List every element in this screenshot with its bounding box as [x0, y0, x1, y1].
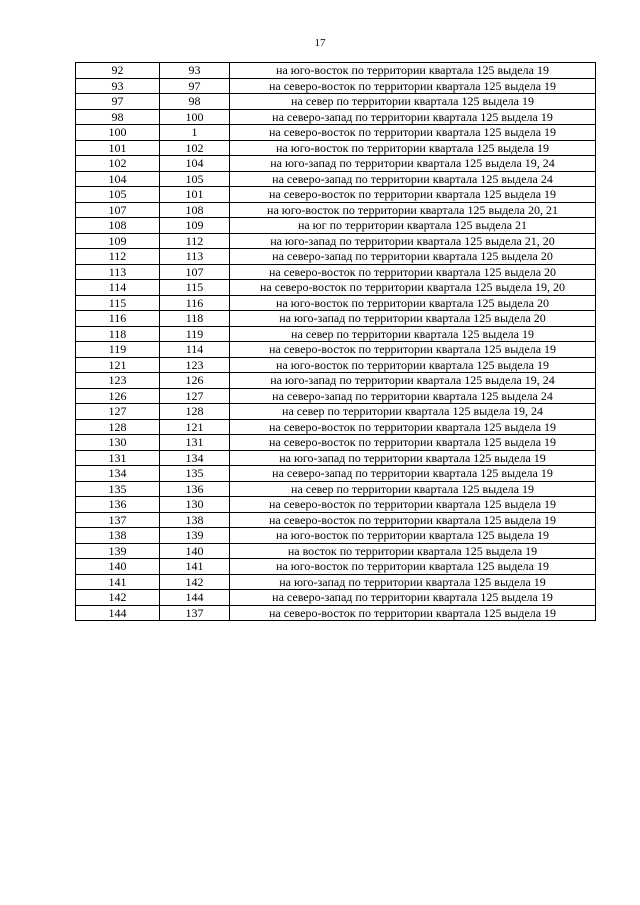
direction-cell: на северо-запад по территории квартала 125 выдела 19	[230, 466, 596, 482]
point-from-cell: 102	[76, 156, 160, 172]
direction-cell: на северо-запад по территории квартала 125 выдела 24	[230, 388, 596, 404]
table-row	[76, 156, 596, 172]
point-to-cell: 142	[160, 574, 230, 590]
point-to-cell: 104	[160, 156, 230, 172]
point-from-cell: 113	[76, 264, 160, 280]
table-row	[76, 574, 596, 590]
page-number: 17	[314, 37, 326, 49]
point-from-cell: 108	[76, 218, 160, 234]
table-row	[76, 202, 596, 218]
direction-cell: на северо-восток по территории квартала 125 выдела 19, 20	[230, 280, 596, 296]
table-row	[76, 357, 596, 373]
point-from-cell: 130	[76, 435, 160, 451]
table-row	[76, 94, 596, 110]
direction-cell: на северо-восток по территории квартала 125 выдела 19	[230, 187, 596, 203]
direction-cell: на север по территории квартала 125 выдела 19	[230, 94, 596, 110]
point-from-cell: 131	[76, 450, 160, 466]
point-to-cell: 102	[160, 140, 230, 156]
table-row	[76, 388, 596, 404]
point-to-cell: 130	[160, 497, 230, 513]
point-from-cell: 100	[76, 125, 160, 141]
point-from-cell: 101	[76, 140, 160, 156]
direction-cell: на юго-запад по территории квартала 125 выдела 20	[230, 311, 596, 327]
point-from-cell: 119	[76, 342, 160, 358]
direction-cell: на юго-запад по территории квартала 125 выдела 19, 24	[230, 156, 596, 172]
point-from-cell: 134	[76, 466, 160, 482]
point-to-cell: 119	[160, 326, 230, 342]
point-to-cell: 131	[160, 435, 230, 451]
point-to-cell: 121	[160, 419, 230, 435]
direction-cell: на северо-восток по территории квартала 125 выдела 20	[230, 264, 596, 280]
direction-cell: на северо-восток по территории квартала 125 выдела 19	[230, 435, 596, 451]
point-to-cell: 107	[160, 264, 230, 280]
direction-cell: на северо-восток по территории квартала 125 выдела 19	[230, 125, 596, 141]
point-from-cell: 93	[76, 78, 160, 94]
point-from-cell: 104	[76, 171, 160, 187]
point-to-cell: 136	[160, 481, 230, 497]
direction-cell: на юго-восток по территории квартала 125 выдела 19	[230, 559, 596, 575]
point-from-cell: 118	[76, 326, 160, 342]
direction-cell: на юго-восток по территории квартала 125 выдела 19	[230, 528, 596, 544]
point-to-cell: 112	[160, 233, 230, 249]
point-to-cell: 116	[160, 295, 230, 311]
direction-cell: на северо-восток по территории квартала 125 выдела 19	[230, 342, 596, 358]
point-to-cell: 123	[160, 357, 230, 373]
table-row	[76, 218, 596, 234]
direction-cell: на юго-запад по территории квартала 125 выдела 21, 20	[230, 233, 596, 249]
table-row	[76, 280, 596, 296]
point-from-cell: 139	[76, 543, 160, 559]
point-to-cell: 127	[160, 388, 230, 404]
point-from-cell: 97	[76, 94, 160, 110]
table-row	[76, 187, 596, 203]
point-to-cell: 108	[160, 202, 230, 218]
direction-cell: на северо-восток по территории квартала 125 выдела 19	[230, 497, 596, 513]
table-row	[76, 466, 596, 482]
table-row	[76, 373, 596, 389]
point-from-cell: 112	[76, 249, 160, 265]
table-row	[76, 605, 596, 621]
table-row	[76, 295, 596, 311]
table-row	[76, 512, 596, 528]
direction-cell: на северо-восток по территории квартала 125 выдела 19	[230, 605, 596, 621]
table-row	[76, 125, 596, 141]
table-row	[76, 419, 596, 435]
point-from-cell: 107	[76, 202, 160, 218]
direction-cell: на северо-восток по территории квартала 125 выдела 19	[230, 78, 596, 94]
direction-cell: на юго-восток по территории квартала 125 выдела 19	[230, 63, 596, 79]
point-to-cell: 97	[160, 78, 230, 94]
table-row	[76, 342, 596, 358]
direction-cell: на юго-запад по территории квартала 125 выдела 19, 24	[230, 373, 596, 389]
table-row	[76, 109, 596, 125]
point-from-cell: 140	[76, 559, 160, 575]
point-to-cell: 1	[160, 125, 230, 141]
point-from-cell: 142	[76, 590, 160, 606]
direction-cell: на юго-восток по территории квартала 125 выдела 20, 21	[230, 202, 596, 218]
point-to-cell: 115	[160, 280, 230, 296]
point-from-cell: 137	[76, 512, 160, 528]
point-to-cell: 114	[160, 342, 230, 358]
direction-cell: на северо-запад по территории квартала 125 выдела 24	[230, 171, 596, 187]
table-row	[76, 171, 596, 187]
direction-cell: на юго-запад по территории квартала 125 выдела 19	[230, 574, 596, 590]
direction-cell: на юго-восток по территории квартала 125 выдела 19	[230, 357, 596, 373]
table-row	[76, 435, 596, 451]
table-row	[76, 249, 596, 265]
table-row	[76, 404, 596, 420]
direction-cell: на юго-запад по территории квартала 125 выдела 19	[230, 450, 596, 466]
table-body	[76, 63, 596, 621]
point-to-cell: 93	[160, 63, 230, 79]
table-row	[76, 543, 596, 559]
point-to-cell: 105	[160, 171, 230, 187]
direction-cell: на северо-восток по территории квартала 125 выдела 19	[230, 419, 596, 435]
direction-cell: на восток по территории квартала 125 выдела 19	[230, 543, 596, 559]
point-to-cell: 113	[160, 249, 230, 265]
point-to-cell: 134	[160, 450, 230, 466]
point-to-cell: 100	[160, 109, 230, 125]
point-to-cell: 101	[160, 187, 230, 203]
point-to-cell: 141	[160, 559, 230, 575]
table-row	[76, 590, 596, 606]
point-from-cell: 144	[76, 605, 160, 621]
point-from-cell: 136	[76, 497, 160, 513]
point-from-cell: 92	[76, 63, 160, 79]
direction-cell: на север по территории квартала 125 выдела 19	[230, 481, 596, 497]
point-to-cell: 128	[160, 404, 230, 420]
point-from-cell: 123	[76, 373, 160, 389]
table-row	[76, 233, 596, 249]
point-to-cell: 138	[160, 512, 230, 528]
point-to-cell: 109	[160, 218, 230, 234]
point-from-cell: 116	[76, 311, 160, 327]
point-to-cell: 126	[160, 373, 230, 389]
direction-cell: на юг по территории квартала 125 выдела 21	[230, 218, 596, 234]
direction-cell: на северо-восток по территории квартала 125 выдела 19	[230, 512, 596, 528]
point-from-cell: 138	[76, 528, 160, 544]
point-from-cell: 127	[76, 404, 160, 420]
point-from-cell: 121	[76, 357, 160, 373]
direction-cell: на северо-запад по территории квартала 125 выдела 19	[230, 109, 596, 125]
table-row	[76, 528, 596, 544]
point-from-cell: 109	[76, 233, 160, 249]
table-row	[76, 78, 596, 94]
direction-cell: на север по территории квартала 125 выдела 19	[230, 326, 596, 342]
point-from-cell: 135	[76, 481, 160, 497]
point-from-cell: 114	[76, 280, 160, 296]
point-from-cell: 105	[76, 187, 160, 203]
direction-cell: на север по территории квартала 125 выдела 19, 24	[230, 404, 596, 420]
table-row	[76, 450, 596, 466]
boundary-points-table	[75, 62, 596, 621]
direction-cell: на юго-восток по территории квартала 125 выдела 19	[230, 140, 596, 156]
table-row	[76, 497, 596, 513]
point-to-cell: 137	[160, 605, 230, 621]
table-row	[76, 326, 596, 342]
table-row	[76, 481, 596, 497]
point-to-cell: 135	[160, 466, 230, 482]
point-from-cell: 128	[76, 419, 160, 435]
table-row	[76, 264, 596, 280]
point-from-cell: 141	[76, 574, 160, 590]
point-to-cell: 144	[160, 590, 230, 606]
table-row	[76, 63, 596, 79]
point-from-cell: 98	[76, 109, 160, 125]
direction-cell: на северо-запад по территории квартала 125 выдела 19	[230, 590, 596, 606]
point-to-cell: 139	[160, 528, 230, 544]
table-row	[76, 559, 596, 575]
point-to-cell: 140	[160, 543, 230, 559]
table-row	[76, 311, 596, 327]
direction-cell: на юго-восток по территории квартала 125 выдела 20	[230, 295, 596, 311]
direction-cell: на северо-запад по территории квартала 125 выдела 20	[230, 249, 596, 265]
point-to-cell: 118	[160, 311, 230, 327]
point-to-cell: 98	[160, 94, 230, 110]
table-row	[76, 140, 596, 156]
point-from-cell: 115	[76, 295, 160, 311]
point-from-cell: 126	[76, 388, 160, 404]
